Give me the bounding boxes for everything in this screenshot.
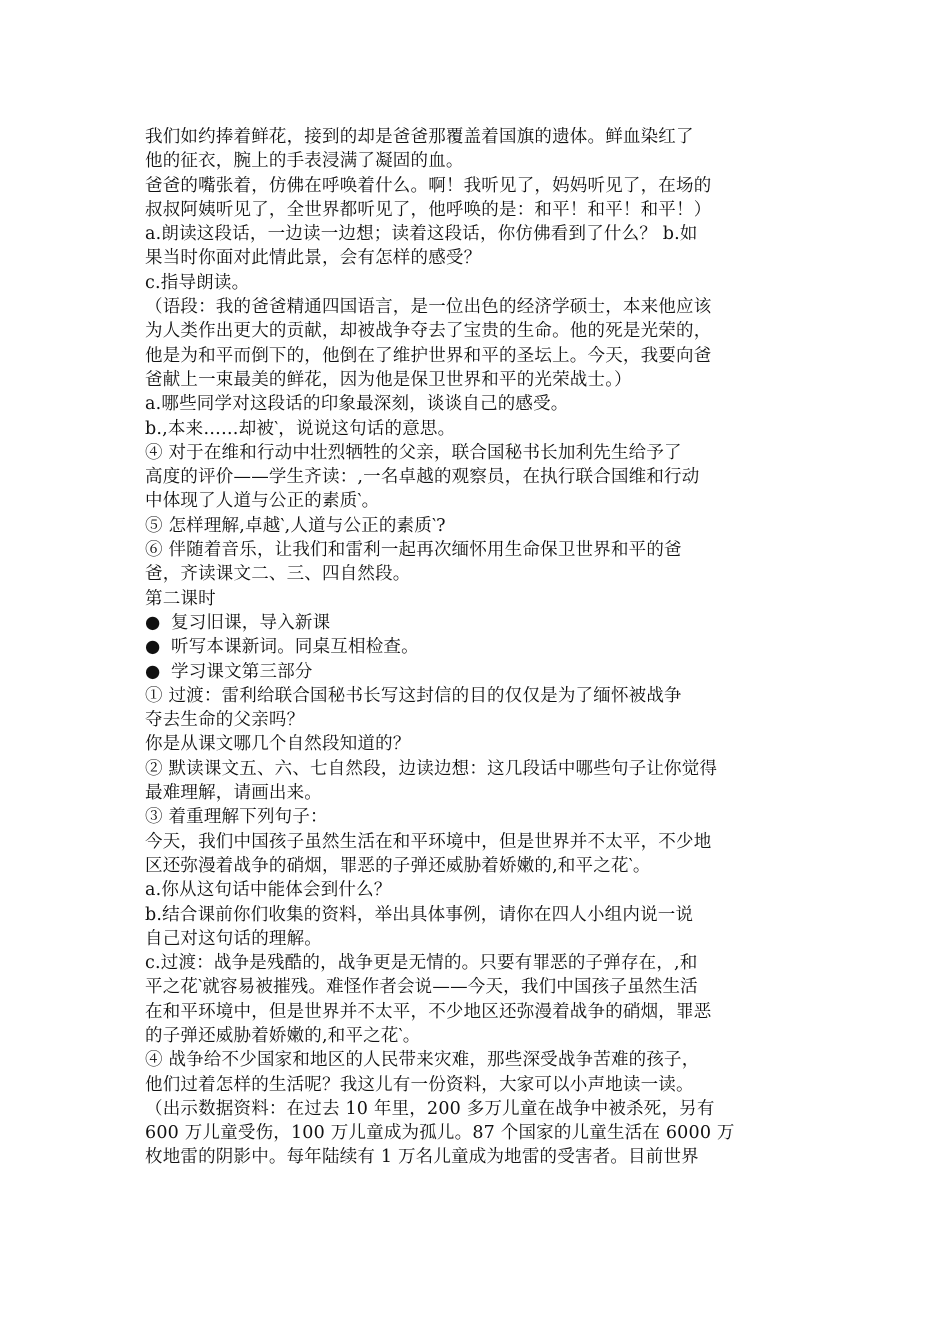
text-line: 枚地雷的阴影中。每年陆续有 1 万名儿童成为地雷的受害者。目前世界: [145, 1147, 699, 1168]
text-line: 他们过着怎样的生活呢？我这儿有一份资料，大家可以小声地读一读。: [145, 1074, 694, 1095]
section-heading: 第二课时: [145, 588, 216, 609]
text-line: 爸爸的嘴张着，仿佛在呼唤着什么。啊！我听见了，妈妈听见了，在场的: [145, 175, 712, 196]
text-line: 夺去生命的父亲吗？: [145, 710, 305, 731]
text-line: 在和平环境中，但是世界并不太平，不少地区还弥漫着战争的硝烟，罪恶: [145, 1001, 712, 1022]
text-line: ④ 对于在维和行动中壮烈牺牲的父亲，联合国秘书长加利先生给予了: [145, 442, 682, 463]
text-line: b.,本来……却被‵，说说这句话的意思。: [145, 418, 456, 439]
text-line: c.过渡：战争是残酷的，战争更是无情的。只要有罪恶的子弹存在，,和: [145, 953, 698, 974]
bullet-text: 听写本课新词。同桌互相检查。: [171, 637, 419, 658]
text-line: 区还弥漫着战争的硝烟，罪恶的子弹还威胁着娇嫩的,和平之花‵。: [145, 855, 651, 876]
text-line: 他的征衣，腕上的手表浸满了凝固的血。: [145, 151, 464, 172]
text-line: 叔叔阿姨听见了，全世界都听见了，他呼唤的是：和平！和平！和平！）: [145, 199, 712, 220]
bullet-list: [145, 611, 810, 684]
text-line: ① 过渡：雷利给联合国秘书长写这封信的目的仅仅是为了缅怀被战争: [145, 685, 682, 706]
text-line: 最难理解，请画出来。: [145, 783, 322, 804]
text-line: （出示数据资料：在过去 10 年里，200 多万儿童在战争中被杀死，另有: [145, 1098, 715, 1119]
text-line: 爸献上一束最美的鲜花，因为他是保卫世界和平的光荣战士。）: [145, 369, 632, 390]
text-line: 600 万儿童受伤，100 万儿童成为孤儿。87 个国家的儿童生活在 6000 万: [145, 1123, 735, 1144]
bullet-item: [145, 611, 810, 635]
bullet-text: 学习课文第三部分: [171, 661, 313, 682]
bullet-icon: ●: [145, 661, 161, 682]
text-line: ⑤ 怎样理解,卓越‵,人道与公正的素质‵?: [145, 515, 446, 536]
text-line: 果当时你面对此情此景，会有怎样的感受？: [145, 248, 482, 269]
bullet-item: [145, 660, 810, 684]
text-line: 今天，我们中国孩子虽然生活在和平环境中，但是世界并不太平，不少地: [145, 831, 712, 852]
text-line: 的子弹还威胁着娇嫩的,和平之花‵。: [145, 1025, 421, 1046]
text-line: 高度的评价——学生齐读：,一名卓越的观察员，在执行联合国维和行动: [145, 467, 700, 488]
text-line: 我们如约捧着鲜花，接到的却是爸爸那覆盖着国旗的遗体。鲜血染红了: [145, 127, 694, 147]
text-line: ③ 着重理解下列句子：: [145, 807, 328, 828]
text-block-bottom: [145, 684, 810, 1170]
text-line: a.哪些同学对这段话的印象最深刻，谈谈自己的感受。: [145, 394, 569, 415]
text-block-top: [145, 125, 810, 611]
text-line: （语段：我的爸爸精通四国语言，是一位出色的经济学硕士，本来他应该: [145, 297, 712, 318]
text-line: ⑥ 伴随着音乐，让我们和雷利一起再次缅怀用生命保卫世界和平的爸: [145, 540, 682, 561]
bullet-icon: ●: [145, 612, 161, 633]
bullet-item: [145, 635, 810, 659]
text-line: ② 默读课文五、六、七自然段，边读边想：这几段话中哪些句子让你觉得: [145, 758, 718, 779]
text-line: 他是为和平而倒下的，他倒在了维护世界和平的圣坛上。今天，我要向爸: [145, 345, 712, 366]
text-line: 你是从课文哪几个自然段知道的？: [145, 734, 411, 755]
bullet-icon: ●: [145, 637, 161, 658]
text-line: 平之花‵就容易被摧残。难怪作者会说——今天，我们中国孩子虽然生活: [145, 977, 698, 998]
text-line: b.结合课前你们收集的资料，举出具体事例，请你在四人小组内说一说: [145, 904, 694, 925]
text-line: 为人类作出更大的贡献，却被战争夺去了宝贵的生命。他的死是光荣的，: [145, 321, 712, 342]
document-page: [145, 125, 810, 1170]
text-line: a.朗读这段话，一边读一边想；读着这段话，你仿佛看到了什么？ b.如: [145, 224, 698, 245]
text-line: ④ 战争给不少国家和地区的人民带来灾难，那些深受战争苦难的孩子，: [145, 1050, 700, 1071]
bullet-text: 复习旧课，导入新课: [171, 612, 331, 633]
text-line: c.指导朗读。: [145, 272, 250, 293]
text-line: 爸，齐读课文二、三、四自然段。: [145, 564, 411, 585]
text-line: a.你从这句话中能体会到什么？: [145, 880, 392, 901]
text-line: 中体现了人道与公正的素质‵。: [145, 491, 380, 512]
text-line: 自己对这句话的理解。: [145, 928, 322, 949]
